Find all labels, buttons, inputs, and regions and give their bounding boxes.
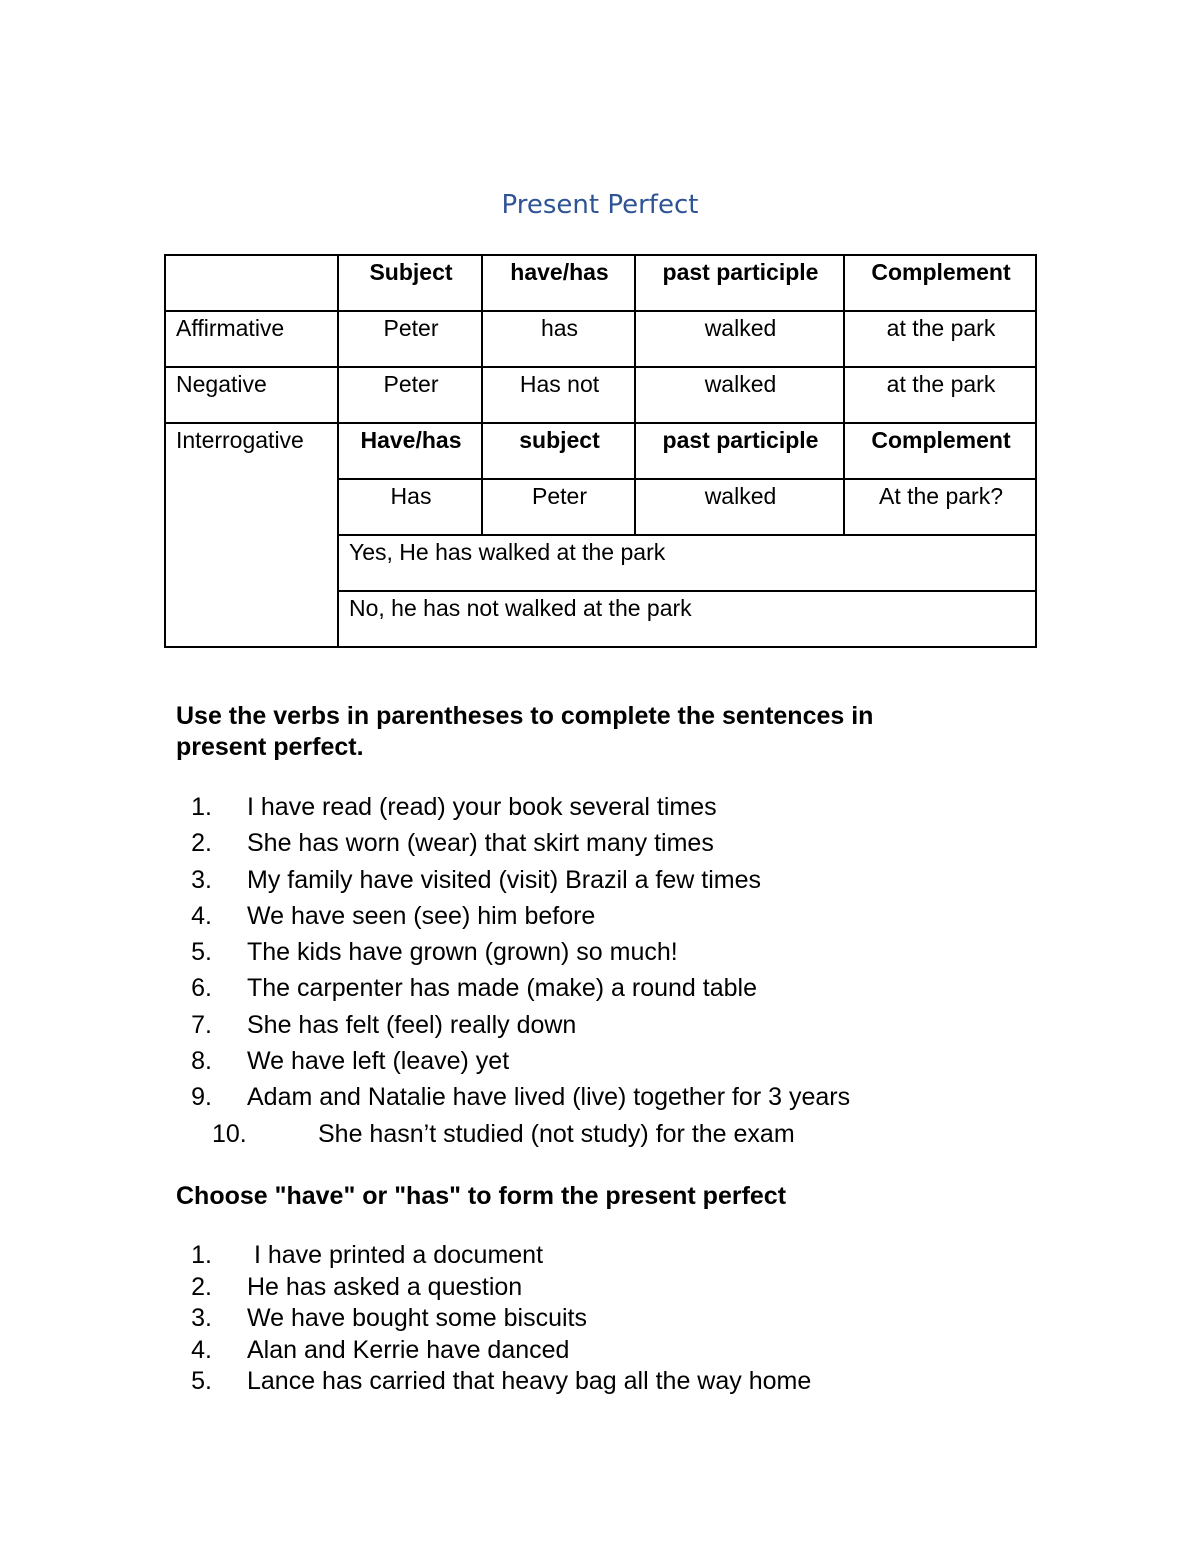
list-item-number: 9. — [191, 1083, 212, 1112]
list-item-text: Adam and Natalie have lived (live) together for 3 years — [247, 1083, 851, 1112]
table-cell: At the park? — [844, 479, 1036, 535]
table-row-interrogative-header — [165, 423, 1036, 479]
table-cell: walked — [635, 479, 844, 535]
exercise1-list — [176, 789, 850, 1152]
table-cell: walked — [635, 367, 844, 423]
list-item — [176, 1303, 811, 1335]
list-item-text: I have read (read) your book several times — [247, 793, 717, 821]
answer-no-cell: No, he has not walked at the park — [338, 591, 1036, 647]
list-item-text: We have left (leave) yet — [247, 1047, 510, 1076]
table-cell: at the park — [844, 311, 1036, 367]
table-row-negative — [165, 367, 1036, 423]
table-header-cell: Subject — [338, 255, 482, 311]
table-header-cell: past participle — [635, 255, 844, 311]
table-header-cell: have/has — [482, 255, 635, 311]
exercise1-heading-line2: present perfect. — [176, 733, 364, 761]
list-item-number: 5. — [191, 938, 212, 967]
present-perfect-table — [164, 254, 1037, 648]
list-item-number: 1. — [191, 1241, 212, 1269]
list-item — [176, 1272, 811, 1304]
exercise2-heading: Choose "have" or "has" to form the present perfect — [176, 1182, 787, 1210]
list-item-text: Lance has carried that heavy bag all the way home — [247, 1367, 812, 1395]
list-item — [176, 789, 850, 825]
list-item — [176, 898, 850, 934]
exercise2-list — [176, 1240, 811, 1398]
list-item-text: I have printed a document — [247, 1241, 544, 1269]
list-item-text: The carpenter has made (make) a round table — [247, 974, 757, 1003]
exercise1-heading-line1: Use the verbs in parentheses to complete the sentences in — [176, 702, 874, 730]
list-item-number: 2. — [191, 829, 212, 858]
list-item-text: My family have visited (visit) Brazil a few times — [247, 865, 762, 894]
list-item-text: She has worn (wear) that skirt many times — [247, 829, 714, 858]
row-label: Negative — [165, 367, 338, 423]
list-item-number: 10. — [212, 1119, 247, 1148]
list-item — [176, 1007, 850, 1043]
table-header-cell: Complement — [844, 255, 1036, 311]
list-item — [176, 862, 850, 898]
table-cell: walked — [635, 311, 844, 367]
list-item — [176, 825, 850, 861]
list-item — [176, 1043, 850, 1079]
list-item-number: 3. — [191, 1304, 212, 1332]
list-item-number: 5. — [191, 1367, 212, 1395]
list-item-number: 1. — [191, 793, 212, 821]
table-header-cell: Have/has — [338, 423, 482, 479]
table-header-cell: Complement — [844, 423, 1036, 479]
list-item-number: 6. — [191, 974, 212, 1003]
list-item — [176, 1366, 811, 1398]
table-row-affirmative — [165, 311, 1036, 367]
list-item-text: We have bought some biscuits — [247, 1304, 588, 1332]
list-item-text: She has felt (feel) really down — [247, 1010, 577, 1039]
list-item-text: Alan and Kerrie have danced — [247, 1335, 570, 1364]
row-label: Interrogative — [165, 423, 338, 647]
table-header-cell — [165, 255, 338, 311]
list-item-number: 7. — [191, 1010, 212, 1039]
list-item — [176, 1335, 811, 1367]
table-header-row — [165, 255, 1036, 311]
exercise1-heading — [176, 701, 996, 763]
list-item-text: We have seen (see) him before — [247, 901, 596, 930]
list-item-text: She hasn’t studied (not study) for the exam — [318, 1119, 795, 1148]
list-item — [176, 970, 850, 1006]
row-label: Affirmative — [165, 311, 338, 367]
table-cell: Peter — [338, 367, 482, 423]
list-item-text: The kids have grown (grown) so much! — [247, 938, 678, 967]
list-item-number: 4. — [191, 901, 212, 930]
list-item-number: 4. — [191, 1335, 212, 1364]
table-header-cell: past participle — [635, 423, 844, 479]
list-item-text: He has asked a question — [247, 1272, 523, 1301]
table-cell: Peter — [482, 479, 635, 535]
page-title: Present Perfect — [501, 190, 699, 220]
table-cell: has — [482, 311, 635, 367]
list-item-number: 3. — [191, 865, 212, 894]
table-cell: at the park — [844, 367, 1036, 423]
list-item — [176, 1240, 811, 1272]
table-cell: Has — [338, 479, 482, 535]
table-cell: Has not — [482, 367, 635, 423]
list-item — [176, 1079, 850, 1115]
list-item — [176, 934, 850, 970]
list-item — [176, 1116, 850, 1152]
answer-yes-cell: Yes, He has walked at the park — [338, 535, 1036, 591]
table-header-cell: subject — [482, 423, 635, 479]
list-item-number: 2. — [191, 1272, 212, 1301]
table-cell: Peter — [338, 311, 482, 367]
list-item-number: 8. — [191, 1047, 212, 1076]
